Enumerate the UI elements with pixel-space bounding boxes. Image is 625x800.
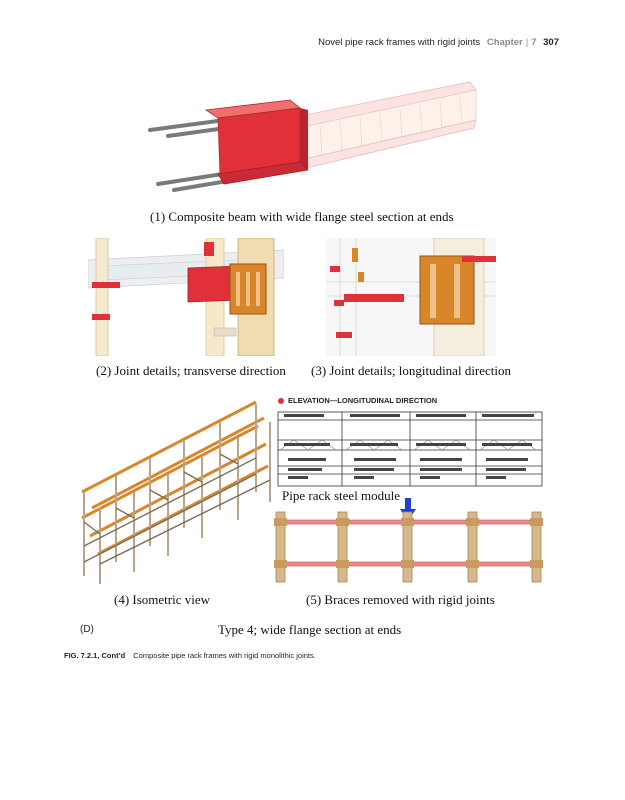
figure-composite-beam — [140, 80, 480, 198]
running-header — [318, 37, 559, 48]
elevation-drawing — [270, 410, 548, 490]
chapter-label: Chapter — [486, 37, 523, 48]
type-caption: Type 4; wide flange section at ends — [218, 622, 402, 637]
joint-longitudinal-illustration — [326, 238, 496, 356]
caption-isometric-view: (4) Isometric view — [114, 592, 211, 607]
running-title: Novel pipe rack frames with rigid joints — [318, 37, 481, 48]
figure-braces-removed — [270, 510, 548, 584]
chapter-number: 7 — [531, 37, 537, 48]
braces-removed-illustration — [270, 510, 548, 584]
caption-joint-longitudinal: (3) Joint details; longitudinal direction — [311, 363, 512, 378]
elevation-title: ELEVATION—LONGITUDINAL DIRECTION — [288, 396, 438, 405]
figure-caption — [64, 651, 316, 660]
elevation-heading — [278, 396, 437, 405]
header-separator: | — [525, 37, 529, 48]
page-number: 307 — [543, 37, 559, 48]
caption-joint-transverse: (2) Joint details; transverse direction — [96, 363, 286, 378]
figure-caption-label: FIG. 7.2.1, Cont’d — [64, 651, 126, 660]
figure-joint-transverse — [88, 238, 284, 356]
figure-elevation-drawing — [270, 410, 548, 490]
pipe-rack-label: Pipe rack steel module — [282, 488, 401, 503]
figure-caption-text: Composite pipe rack frames with rigid monolithic joints. — [133, 651, 316, 660]
composite-beam-illustration — [140, 80, 480, 198]
isometric-view-illustration — [70, 396, 275, 584]
caption-composite-beam: (1) Composite beam with wide flange steel section at ends — [150, 209, 454, 224]
joint-transverse-illustration — [88, 238, 284, 356]
caption-braces-removed: (5) Braces removed with rigid joints — [306, 592, 495, 607]
figure-joint-longitudinal — [326, 238, 496, 356]
figure-isometric-view — [70, 396, 275, 584]
panel-label: (D) — [80, 624, 94, 635]
red-bullet-icon — [278, 398, 284, 404]
